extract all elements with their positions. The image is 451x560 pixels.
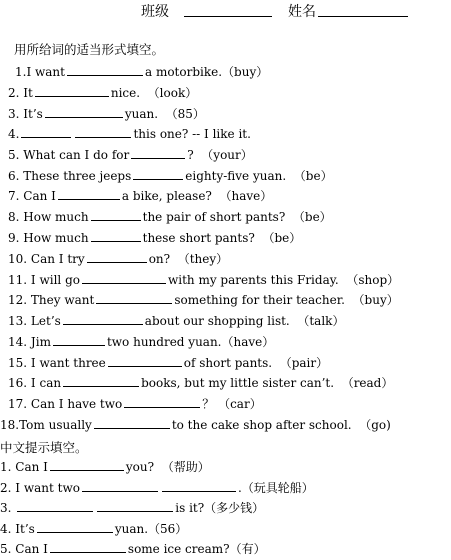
prompt-text: Jim xyxy=(30,335,51,349)
section2-title: 中文提示填空。 xyxy=(0,440,88,455)
prompt-text: yuan. （85） xyxy=(124,107,205,121)
prompt-text: you? （帮助） xyxy=(125,460,210,474)
exercise-row xyxy=(15,62,268,82)
name-label: 姓名 xyxy=(288,4,316,20)
prompt-text: I want xyxy=(26,65,65,79)
prompt-text: It’s xyxy=(23,107,43,121)
prompt-text: Can I xyxy=(23,189,56,203)
item-number: 11. xyxy=(8,273,28,287)
name-blank[interactable] xyxy=(318,16,408,17)
exercise-row xyxy=(8,332,274,352)
exercise-row xyxy=(8,145,253,165)
item-number: 4. xyxy=(8,127,20,141)
answer-blank[interactable] xyxy=(82,271,166,284)
exercise-row xyxy=(8,228,301,248)
worksheet-header xyxy=(0,0,451,22)
prompt-text: How much xyxy=(23,210,89,224)
prompt-text: is it?（多少钱） xyxy=(175,501,265,515)
answer-blank[interactable] xyxy=(37,520,113,533)
prompt-text: Can I have two xyxy=(30,397,123,411)
prompt-text: Let’s xyxy=(30,314,61,328)
answer-blank[interactable] xyxy=(35,84,109,97)
prompt-text: Can I xyxy=(15,542,48,556)
class-blank[interactable] xyxy=(184,16,272,17)
answer-blank[interactable] xyxy=(91,229,141,242)
answer-blank[interactable] xyxy=(53,333,105,346)
prompt-text: to the cake shop after school. （go) xyxy=(171,418,391,432)
exercise-row xyxy=(8,353,328,373)
answer-blank[interactable] xyxy=(63,374,139,387)
answer-blank[interactable] xyxy=(75,125,131,138)
answer-blank[interactable] xyxy=(131,146,185,159)
answer-blank[interactable] xyxy=(67,63,143,76)
exercise-row xyxy=(8,186,272,206)
answer-blank[interactable] xyxy=(50,540,126,553)
answer-blank[interactable] xyxy=(94,416,170,429)
exercise-row xyxy=(0,498,264,518)
item-number: 1. xyxy=(0,460,12,474)
answer-blank[interactable] xyxy=(91,208,141,221)
exercise-row xyxy=(8,104,205,124)
exercise-row xyxy=(8,311,344,331)
answer-blank[interactable] xyxy=(97,499,173,512)
item-number: 7. xyxy=(8,189,20,203)
answer-blank[interactable] xyxy=(50,458,124,471)
prompt-text: ? （your） xyxy=(187,148,253,162)
prompt-text: yuan.（56） xyxy=(114,522,188,536)
item-number: 3. xyxy=(0,501,12,515)
prompt-text: a bike, please? （have） xyxy=(121,189,273,203)
exercise-row xyxy=(8,373,393,393)
item-number: 6. xyxy=(8,169,20,183)
prompt-text: some ice cream?（有） xyxy=(127,542,266,556)
answer-blank[interactable] xyxy=(17,499,93,512)
prompt-text: the pair of short pants? （be） xyxy=(142,210,332,224)
item-number: 9. xyxy=(8,231,20,245)
answer-blank[interactable] xyxy=(133,167,183,180)
prompt-text: It xyxy=(23,86,33,100)
answer-blank[interactable] xyxy=(87,250,147,263)
answer-blank[interactable] xyxy=(162,479,236,492)
prompt-text: a motorbike.（buy） xyxy=(144,65,269,79)
prompt-text: How much xyxy=(23,231,89,245)
exercise-row xyxy=(0,478,314,498)
exercise-row xyxy=(8,270,399,290)
exercise-row xyxy=(0,457,210,477)
item-number: 5. xyxy=(0,542,12,556)
answer-blank[interactable] xyxy=(21,125,71,138)
prompt-text: of short pants. （pair） xyxy=(183,356,329,370)
prompt-text: I will go xyxy=(30,273,80,287)
exercise-row xyxy=(0,415,391,435)
answer-blank[interactable] xyxy=(96,291,172,304)
exercise-row xyxy=(0,519,187,539)
prompt-text: .（玩具轮船） xyxy=(237,481,314,495)
item-number: 1. xyxy=(15,65,27,79)
exercise-row xyxy=(8,83,197,103)
item-number: 5. xyxy=(8,148,20,162)
prompt-text: Can I try xyxy=(30,252,85,266)
prompt-text: with my parents this Friday. （shop） xyxy=(167,273,400,287)
answer-blank[interactable] xyxy=(108,354,182,367)
answer-blank[interactable] xyxy=(63,312,143,325)
prompt-text: What can I do for xyxy=(23,148,130,162)
prompt-text: I want three xyxy=(30,356,106,370)
exercise-row xyxy=(0,539,266,559)
item-number: 18. xyxy=(0,418,20,432)
item-number: 12. xyxy=(8,293,28,307)
item-number: 3. xyxy=(8,107,20,121)
exercise-row xyxy=(8,394,262,414)
prompt-text: Can I xyxy=(15,460,48,474)
answer-blank[interactable] xyxy=(82,479,158,492)
item-number: 17. xyxy=(8,397,28,411)
answer-blank[interactable] xyxy=(58,187,120,200)
prompt-text: It’s xyxy=(15,522,35,536)
exercise-row xyxy=(8,124,251,144)
answer-blank[interactable] xyxy=(45,105,123,118)
prompt-text: nice. （look） xyxy=(110,86,198,100)
item-number: 16. xyxy=(8,376,28,390)
prompt-text: These three jeeps xyxy=(23,169,132,183)
item-number: 8. xyxy=(8,210,20,224)
prompt-text: on? （they） xyxy=(148,252,229,266)
section1-title: 用所给词的适当形式填空。 xyxy=(14,42,165,57)
prompt-text: about our shopping list. （talk） xyxy=(144,314,345,328)
item-number: 4. xyxy=(0,522,12,536)
class-label: 班级 xyxy=(141,4,169,20)
item-number: 2. xyxy=(0,481,12,495)
exercise-row xyxy=(8,249,228,269)
prompt-text: two hundred yuan.（have） xyxy=(106,335,275,349)
item-number: 15. xyxy=(8,356,28,370)
item-number: 13. xyxy=(8,314,28,328)
prompt-text: They want xyxy=(30,293,95,307)
prompt-text: I can xyxy=(30,376,62,390)
prompt-text: ？ （car） xyxy=(202,397,262,411)
prompt-text: eighty-five yuan. （be） xyxy=(185,169,333,183)
prompt-text: something for their teacher. （buy） xyxy=(174,293,399,307)
item-number: 14. xyxy=(8,335,28,349)
exercise-row xyxy=(8,166,333,186)
item-number: 2. xyxy=(8,86,20,100)
prompt-text: this one? -- I like it. xyxy=(133,127,251,141)
answer-blank[interactable] xyxy=(124,395,200,408)
prompt-text: Tom usually xyxy=(19,418,92,432)
prompt-text: these short pants? （be） xyxy=(142,231,302,245)
exercise-row xyxy=(8,207,332,227)
prompt-text: I want two xyxy=(15,481,80,495)
exercise-row xyxy=(8,290,399,310)
item-number: 10. xyxy=(8,252,28,266)
prompt-text: books, but my little sister can’t. （read） xyxy=(141,376,394,390)
